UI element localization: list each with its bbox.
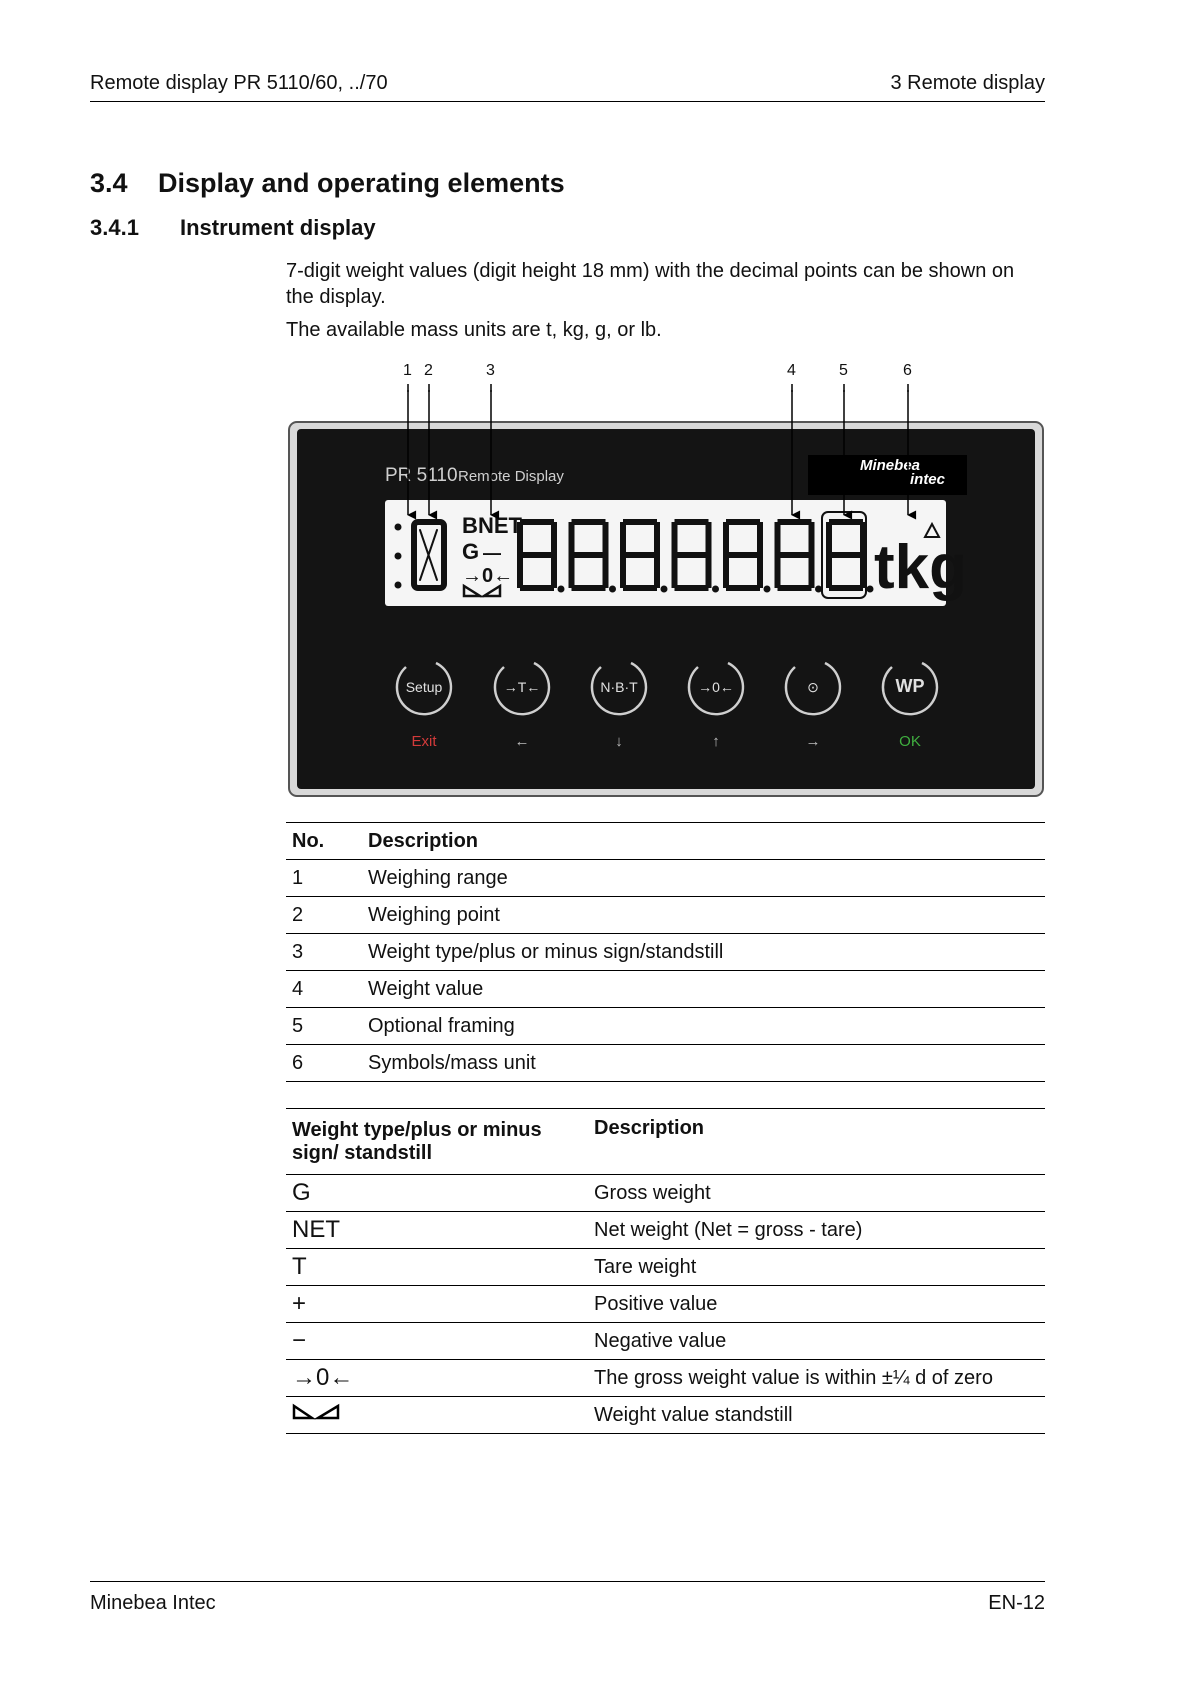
table2-symbol-standstill bbox=[286, 1397, 588, 1434]
key-label: Setup bbox=[405, 679, 443, 695]
footer-page-number: EN-12 bbox=[988, 1592, 1045, 1614]
table2-cell-desc: Weight value standstill bbox=[588, 1397, 1045, 1434]
table-row bbox=[286, 1360, 1045, 1397]
table2-header-symbol: Weight type/plus or minus sign/ standstill bbox=[286, 1109, 588, 1175]
key-secondary-label: Exit bbox=[411, 733, 437, 750]
lcd-decimal-point bbox=[867, 586, 874, 593]
table-row bbox=[286, 934, 1045, 971]
callout-4: 4 bbox=[787, 362, 796, 379]
model-sub-label: Remote Display bbox=[458, 468, 564, 485]
brand-line-2: intec bbox=[909, 471, 945, 488]
subsection-title: Instrument display bbox=[180, 215, 376, 240]
brand-line-1: Minebea bbox=[859, 457, 921, 474]
table1-cell-no: 4 bbox=[286, 971, 362, 1008]
key-secondary-label: ← bbox=[514, 733, 530, 750]
table2-cell-desc: Positive value bbox=[588, 1286, 1045, 1323]
table2-symbol-plus: + bbox=[286, 1286, 588, 1323]
running-header-left: Remote display PR 5110/60, ../70 bbox=[90, 72, 388, 94]
table-row bbox=[286, 897, 1045, 934]
table-row bbox=[286, 971, 1045, 1008]
footer-left: Minebea Intec bbox=[90, 1592, 216, 1614]
table2-symbol-zero: →0← bbox=[286, 1360, 588, 1397]
section-number: 3.4 bbox=[90, 168, 128, 198]
table-row bbox=[286, 1045, 1045, 1082]
table-row bbox=[286, 1008, 1045, 1045]
intro-paragraph-1: 7-digit weight values (digit height 18 mm) with the decimal points can be shown on the display. bbox=[286, 260, 1015, 308]
callout-leader-tops bbox=[400, 384, 920, 392]
key-secondary-label: → bbox=[805, 733, 821, 750]
table-row bbox=[286, 1286, 1045, 1323]
table2-cell-desc: Gross weight bbox=[588, 1175, 1045, 1212]
callout-5: 5 bbox=[839, 362, 848, 379]
key-label: →T← bbox=[503, 679, 541, 695]
section-title: Display and operating elements bbox=[158, 168, 565, 198]
callout-3: 3 bbox=[486, 362, 495, 379]
table-row bbox=[286, 1175, 1045, 1212]
table2-symbol-minus: − bbox=[286, 1323, 588, 1360]
table2-symbol-net: NET bbox=[286, 1212, 588, 1249]
table2-symbol-gross: G bbox=[286, 1175, 588, 1212]
footer-rule bbox=[90, 1581, 1045, 1582]
lcd-decimal-point bbox=[558, 586, 565, 593]
table2-cell-desc: The gross weight value is within ±¼ d of zero bbox=[588, 1360, 1045, 1397]
model-label: PR 5110 bbox=[385, 465, 458, 486]
table1-cell-desc: Weighing point bbox=[362, 897, 1045, 934]
table2-cell-desc: Negative value bbox=[588, 1323, 1045, 1360]
lcd-net-symbol: NET bbox=[478, 513, 522, 538]
lcd-zero-symbol: →0← bbox=[462, 565, 514, 587]
callout-1: 1 bbox=[403, 362, 412, 379]
callout-6: 6 bbox=[903, 362, 912, 379]
table1-cell-desc: Weight value bbox=[362, 971, 1045, 1008]
lcd-g-symbol: G bbox=[462, 539, 480, 564]
table1-cell-desc: Optional framing bbox=[362, 1008, 1045, 1045]
key-label: →0← bbox=[698, 679, 734, 695]
table2-header-description: Description bbox=[588, 1109, 1045, 1175]
section-heading bbox=[90, 168, 565, 199]
key-label: N·B·T bbox=[600, 679, 638, 695]
intro-paragraph-2: The available mass units are t, kg, g, or lb. bbox=[286, 319, 662, 341]
key-label: ⊙ bbox=[807, 679, 819, 695]
weight-type-table bbox=[286, 1108, 1045, 1434]
table2-cell-desc: Tare weight bbox=[588, 1249, 1045, 1286]
remote-display-figure bbox=[280, 384, 1045, 804]
lcd-decimal-point bbox=[712, 586, 719, 593]
lcd-decimal-point bbox=[609, 586, 616, 593]
table1-cell-desc: Weight type/plus or minus sign/standstill bbox=[362, 934, 1045, 971]
table-row bbox=[286, 860, 1045, 897]
table1-cell-desc: Weighing range bbox=[362, 860, 1045, 897]
numbered-description-table bbox=[286, 822, 1045, 1082]
key-label: WP bbox=[895, 676, 925, 696]
table1-header-no: No. bbox=[286, 823, 362, 860]
table2-cell-desc: Net weight (Net = gross - tare) bbox=[588, 1212, 1045, 1249]
lcd-b-symbol: B bbox=[462, 513, 478, 538]
table-row bbox=[286, 1397, 1045, 1434]
table1-cell-no: 6 bbox=[286, 1045, 362, 1082]
table1-cell-no: 2 bbox=[286, 897, 362, 934]
subsection-heading bbox=[90, 215, 376, 241]
standstill-icon bbox=[292, 1403, 342, 1421]
table1-cell-no: 1 bbox=[286, 860, 362, 897]
table2-symbol-tare: T bbox=[286, 1249, 588, 1286]
key-secondary-label: ↓ bbox=[615, 733, 623, 750]
table1-cell-no: 5 bbox=[286, 1008, 362, 1045]
running-header-right: 3 Remote display bbox=[890, 72, 1045, 94]
subsection-number: 3.4.1 bbox=[90, 215, 139, 240]
table1-cell-no: 3 bbox=[286, 934, 362, 971]
key-secondary-label: ↑ bbox=[712, 733, 720, 750]
table1-header-description: Description bbox=[362, 823, 1045, 860]
header-rule bbox=[90, 101, 1045, 102]
callout-2: 2 bbox=[424, 362, 433, 379]
table-row bbox=[286, 1249, 1045, 1286]
table1-cell-desc: Symbols/mass unit bbox=[362, 1045, 1045, 1082]
key-secondary-label: OK bbox=[899, 733, 921, 750]
table-row bbox=[286, 1323, 1045, 1360]
lcd-unit-symbol: tkg bbox=[874, 533, 967, 602]
table-row bbox=[286, 1212, 1045, 1249]
lcd-decimal-point bbox=[764, 586, 771, 593]
lcd-decimal-point bbox=[815, 586, 822, 593]
lcd-minus-symbol: — bbox=[483, 543, 501, 563]
lcd-decimal-point bbox=[661, 586, 668, 593]
